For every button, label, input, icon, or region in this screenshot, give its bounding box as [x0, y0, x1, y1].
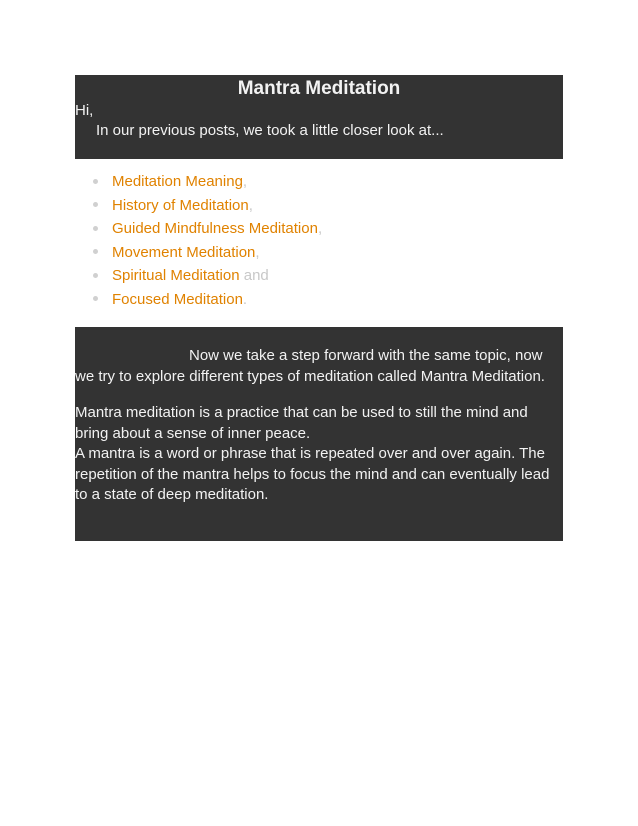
topic-link-meditation-meaning[interactable]: Meditation Meaning	[112, 173, 243, 190]
intro-paragraph-text: Now we take a step forward with the same topic, now we try to explore different types of meditation called Mantra Meditation.	[75, 347, 545, 385]
list-separator: .	[242, 290, 248, 308]
topic-link-focused-meditation[interactable]: Focused Meditation	[112, 290, 243, 308]
list-separator: ,	[248, 196, 253, 214]
list-separator: ,	[317, 220, 323, 237]
list-item	[93, 170, 322, 194]
bullet-icon	[93, 226, 98, 231]
mantra-description	[75, 403, 563, 506]
topic-link-spiritual-meditation[interactable]: Spiritual Meditation	[112, 267, 240, 284]
bullet-icon	[93, 202, 98, 207]
bullet-icon	[93, 249, 98, 254]
topic-link-movement-meditation[interactable]: Movement Meditation	[112, 243, 256, 261]
list-item	[93, 217, 322, 241]
list-item	[93, 241, 322, 265]
list-item	[93, 194, 322, 218]
bullet-icon	[93, 179, 98, 184]
list-separator: and	[239, 267, 269, 284]
list-item	[93, 264, 322, 288]
list-item	[93, 288, 322, 312]
topic-list	[93, 170, 322, 311]
list-separator: ,	[242, 173, 248, 190]
page-title: Mantra Meditation	[237, 78, 401, 99]
bullet-icon	[93, 273, 98, 278]
list-separator: ,	[255, 243, 260, 261]
intro-paragraph	[75, 346, 563, 387]
body-box	[75, 327, 563, 541]
topic-link-guided-mindfulness-meditation[interactable]: Guided Mindfulness Meditation	[112, 220, 318, 237]
bullet-icon	[93, 296, 98, 301]
intro-text: In our previous posts, we took a little closer look at...	[96, 122, 444, 139]
topic-link-history-of-meditation[interactable]: History of Meditation	[112, 196, 249, 214]
mantra-description-line-1: Mantra meditation is a practice that can be used to still the mind and bring about a sense of inner peace.	[75, 404, 528, 442]
mantra-description-line-2: A mantra is a word or phrase that is repeated over and over again. The repetition of the mantra helps to focus the mind and can eventually lead to a state of deep meditation.	[75, 445, 550, 503]
greeting-text: Hi,	[75, 102, 94, 119]
header-box	[75, 75, 563, 159]
